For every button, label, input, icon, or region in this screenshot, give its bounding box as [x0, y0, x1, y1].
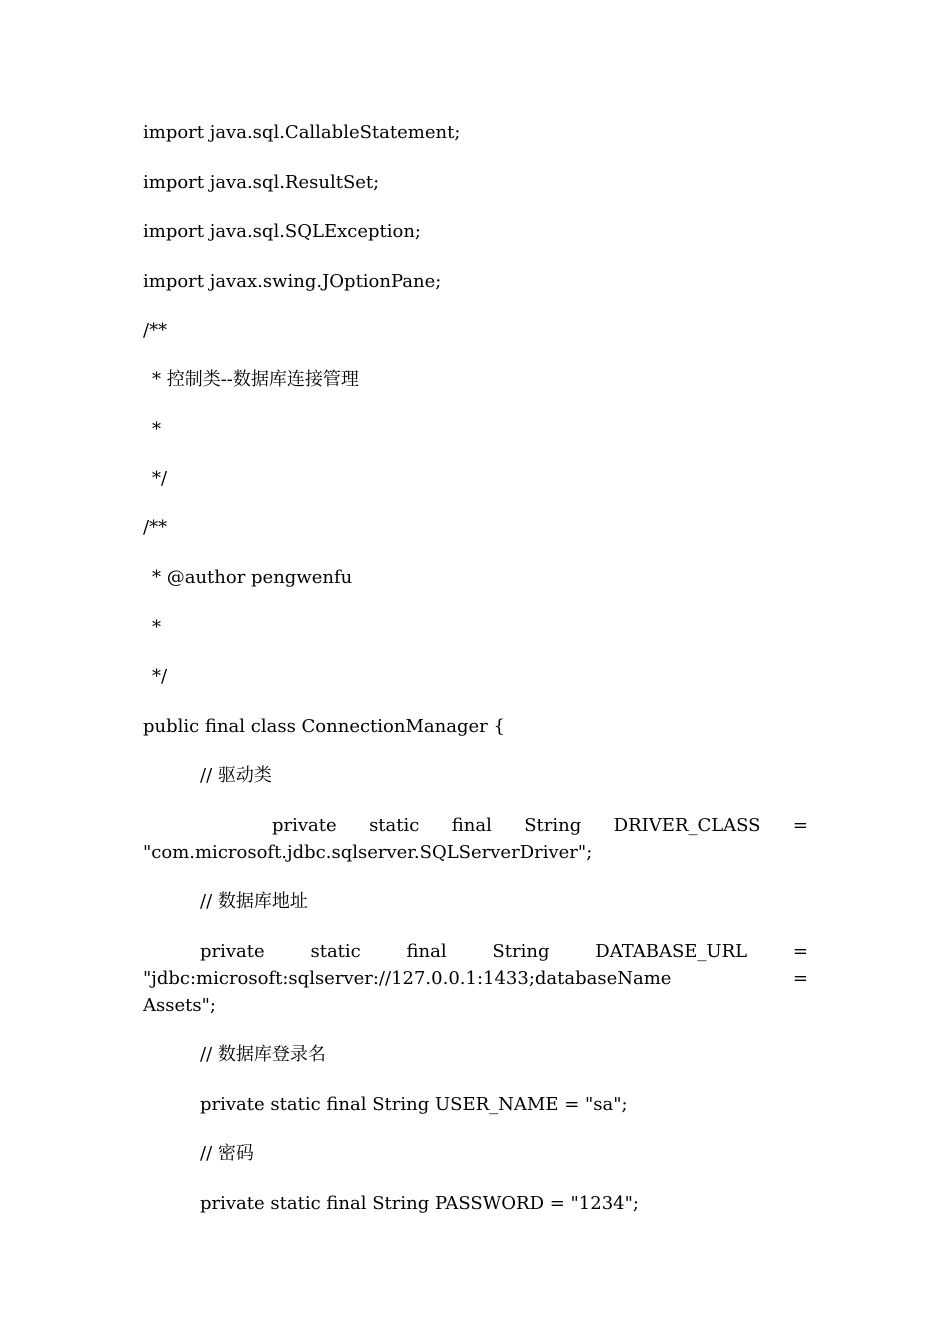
code-line-doc2-close: */: [152, 666, 168, 687]
code-line-url-decl: private static final String DATABASE_URL =: [200, 941, 808, 962]
code-line-password-decl: private static final String PASSWORD = "1234";: [200, 1193, 639, 1214]
code-line-url-value-1: "jdbc:microsoft:sqlserver://127.0.0.1:1433;databaseName =: [143, 968, 808, 989]
code-line-doc1-open: /**: [143, 320, 168, 341]
code-line-import-callable: import java.sql.CallableStatement;: [143, 122, 461, 143]
code-line-doc1-close: */: [152, 468, 168, 489]
code-line-class-decl: public final class ConnectionManager {: [143, 716, 505, 737]
code-line-doc2-author: * @author pengwenfu: [152, 567, 353, 588]
code-line-import-resultset: import java.sql.ResultSet;: [143, 172, 380, 193]
code-line-import-sqlexception: import java.sql.SQLException;: [143, 221, 421, 242]
code-line-doc1-star: *: [152, 419, 161, 440]
code-line-import-joptionpane: import javax.swing.JOptionPane;: [143, 271, 442, 292]
code-line-url-value-2: Assets";: [143, 995, 216, 1016]
code-comment-password: // 密码: [200, 1143, 254, 1164]
code-line-doc1-desc: * 控制类--数据库连接管理: [152, 369, 359, 390]
code-comment-driver: // 驱动类: [200, 765, 272, 786]
code-comment-url: // 数据库地址: [200, 891, 308, 912]
code-comment-username: // 数据库登录名: [200, 1044, 326, 1065]
code-line-driver-value: "com.microsoft.jdbc.sqlserver.SQLServerDriver";: [143, 842, 593, 863]
code-line-username-decl: private static final String USER_NAME = "sa";: [200, 1094, 628, 1115]
code-line-doc2-open: /**: [143, 517, 168, 538]
code-line-driver-decl: private static final String DRIVER_CLASS =: [272, 815, 808, 836]
code-line-doc2-star: *: [152, 617, 161, 638]
